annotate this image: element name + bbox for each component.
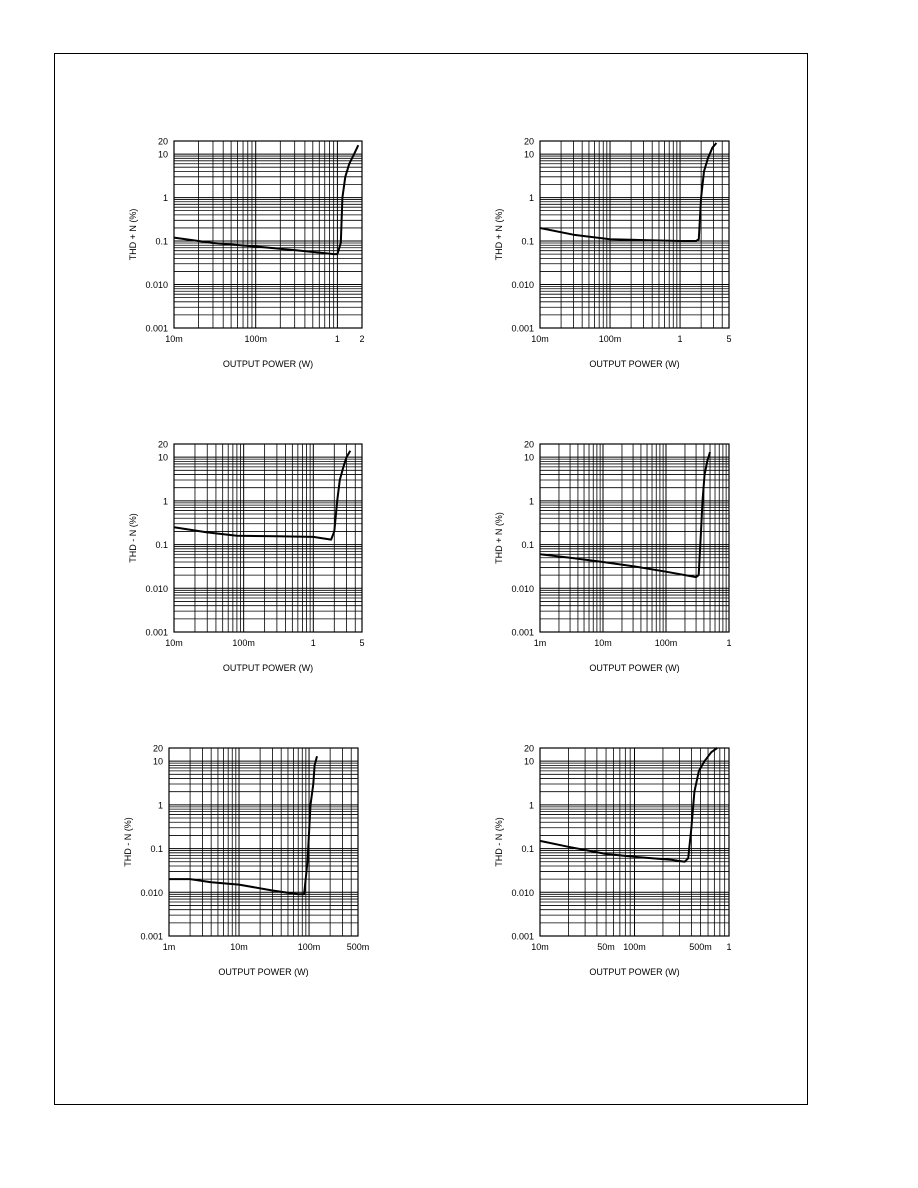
y-axis-label: THD - N (%): [494, 817, 504, 867]
x-tick-label: 5: [726, 334, 732, 344]
plot-area: [174, 444, 362, 632]
y-tick-label: 0.010: [140, 887, 163, 898]
x-tick-label: 100m: [598, 334, 622, 344]
x-tick-label: 10m: [165, 638, 183, 648]
x-tick-label: 1m: [533, 638, 547, 648]
chart-5: [123, 744, 369, 978]
x-tick-label: 500m: [346, 942, 370, 952]
x-tick-label: 1: [310, 638, 316, 648]
y-tick-label: 20: [523, 439, 534, 450]
y-tick-label: 0.1: [150, 844, 163, 855]
y-tick-label: 0.001: [511, 627, 534, 638]
y-tick-label: 0.010: [145, 583, 168, 594]
y-tick-label: 10: [152, 756, 163, 767]
y-tick-label: 20: [152, 743, 163, 754]
x-tick-label: 2: [359, 334, 365, 344]
y-tick-label: 0.001: [140, 931, 163, 942]
y-tick-label: 0.001: [145, 627, 168, 638]
y-tick-label: 0.010: [511, 280, 534, 291]
x-axis-label: OUTPUT POWER (W): [218, 967, 309, 977]
x-tick-label: 100m: [654, 638, 678, 648]
chart-2: [494, 137, 732, 370]
y-tick-label: 0.010: [511, 583, 534, 594]
x-tick-label: 1: [726, 942, 732, 952]
x-axis-label: OUTPUT POWER (W): [589, 359, 680, 369]
x-tick-label: 100m: [297, 942, 321, 952]
x-tick-label: 1: [726, 638, 732, 648]
y-tick-label: 0.010: [145, 280, 168, 291]
x-tick-label: 10m: [230, 942, 248, 952]
y-tick-label: 1: [528, 800, 534, 811]
y-tick-label: 1: [528, 496, 534, 507]
y-tick-label: 10: [157, 149, 168, 160]
y-tick-label: 0.010: [511, 887, 534, 898]
x-axis-label: OUTPUT POWER (W): [589, 967, 680, 977]
y-tick-label: 10: [523, 149, 534, 160]
x-axis-label: OUTPUT POWER (W): [222, 359, 314, 369]
y-tick-label: 20: [523, 136, 534, 147]
x-tick-label: 50m: [597, 942, 615, 952]
series-line: [540, 143, 716, 241]
x-tick-label: 10m: [531, 334, 549, 344]
x-tick-label: 1m: [162, 942, 176, 952]
y-axis-label: THD + N (%): [128, 208, 138, 261]
y-tick-label: 0.1: [521, 540, 534, 551]
x-tick-label: 1: [677, 334, 683, 344]
chart-3: [128, 440, 365, 674]
y-tick-label: 10: [523, 452, 534, 463]
x-tick-label: 100m: [232, 638, 255, 648]
x-tick-label: 100m: [244, 334, 267, 344]
x-tick-label: 10m: [594, 638, 612, 648]
x-tick-label: 1: [334, 334, 340, 344]
x-tick-label: 10m: [165, 334, 183, 344]
y-tick-label: 0.1: [155, 540, 168, 551]
y-tick-label: 0.001: [511, 931, 534, 942]
y-tick-label: 1: [528, 193, 534, 204]
series-line: [169, 756, 317, 894]
chart-4: [494, 440, 732, 674]
y-tick-label: 20: [157, 439, 168, 450]
y-tick-label: 0.1: [521, 236, 534, 247]
x-axis-label: OUTPUT POWER (W): [222, 663, 314, 673]
y-axis-label: THD - N (%): [123, 817, 133, 867]
plot-area: [169, 748, 358, 936]
y-tick-label: 0.1: [521, 844, 534, 855]
x-axis-label: OUTPUT POWER (W): [589, 663, 680, 673]
x-tick-label: 5: [359, 638, 365, 648]
y-axis-label: THD + N (%): [494, 208, 504, 261]
y-tick-label: 10: [157, 452, 168, 463]
x-tick-label: 10m: [531, 942, 549, 952]
series-line: [540, 452, 710, 577]
y-axis-label: THD - N (%): [128, 513, 138, 563]
chart-1: [128, 137, 365, 370]
y-tick-label: 20: [157, 136, 168, 147]
y-tick-label: 0.1: [155, 236, 168, 247]
x-tick-label: 500m: [689, 942, 712, 952]
y-tick-label: 0.001: [145, 323, 168, 334]
x-tick-label: 100m: [623, 942, 646, 952]
y-tick-label: 1: [162, 496, 168, 507]
y-tick-label: 10: [523, 756, 534, 767]
y-tick-label: 20: [523, 743, 534, 754]
y-tick-label: 1: [157, 800, 163, 811]
y-tick-label: 1: [162, 193, 168, 204]
y-tick-label: 0.001: [511, 323, 534, 334]
y-axis-label: THD + N (%): [494, 512, 504, 564]
chart-6: [494, 744, 732, 978]
